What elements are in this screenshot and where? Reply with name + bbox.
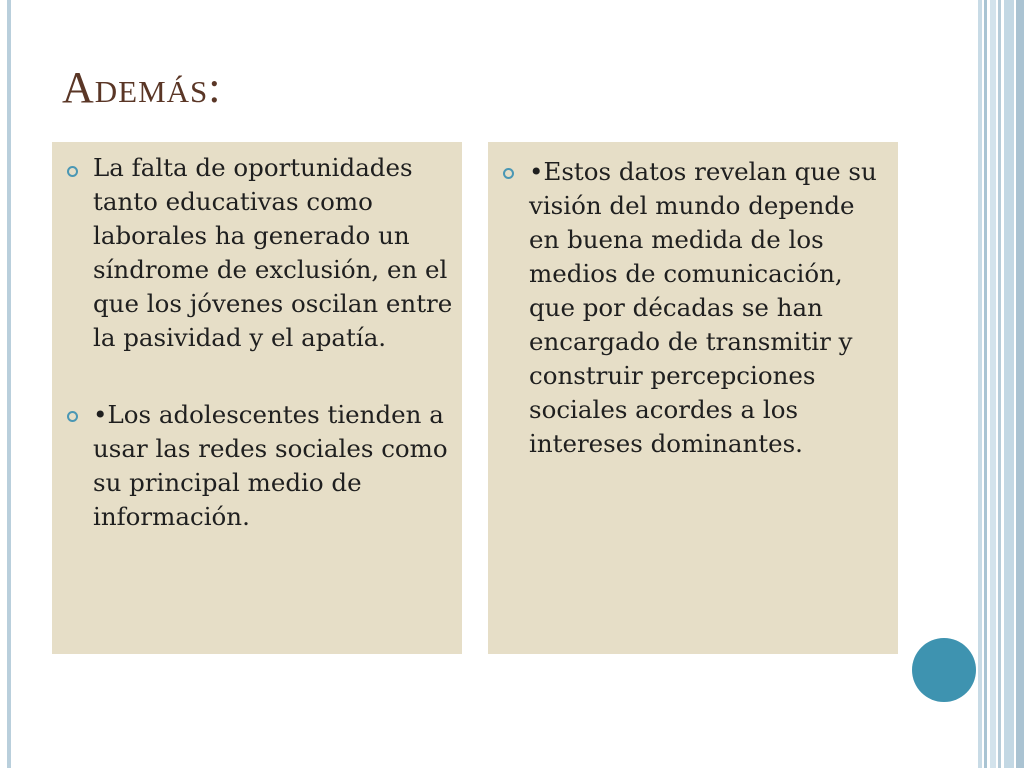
left-content-panel [52,142,462,654]
list-item-text: •Estos datos revelan que su visión del mundo depende en buena medida de los medios de comunicación, que por décadas se han encargado de transmitir y construir percepciones sociales acordes a los intereses dominantes. [529,157,877,458]
right-border-stripe [990,0,996,768]
right-border-stripe [984,0,987,768]
slide-title: Además: [62,63,222,112]
list-item [93,151,455,355]
right-border-stripe [998,0,1001,768]
accent-circle-decoration [912,638,976,702]
right-content-panel [488,142,898,654]
right-border-stripe [1004,0,1014,768]
bullet-circle-icon [67,166,78,177]
list-item [529,155,891,461]
right-border-stripe [1016,0,1024,768]
list-item-text: La falta de oportunidades tanto educativas como laborales ha generado un síndrome de exclusión, en el que los jóvenes oscilan entre la pasividad y el apatía. [93,153,453,352]
bullet-circle-icon [67,411,78,422]
list-item [93,398,455,534]
bullet-circle-icon [503,168,514,179]
list-item-text: •Los adolescentes tienden a usar las redes sociales como su principal medio de información. [93,400,448,531]
left-border-rule [7,0,11,768]
right-border-stripe [978,0,982,768]
